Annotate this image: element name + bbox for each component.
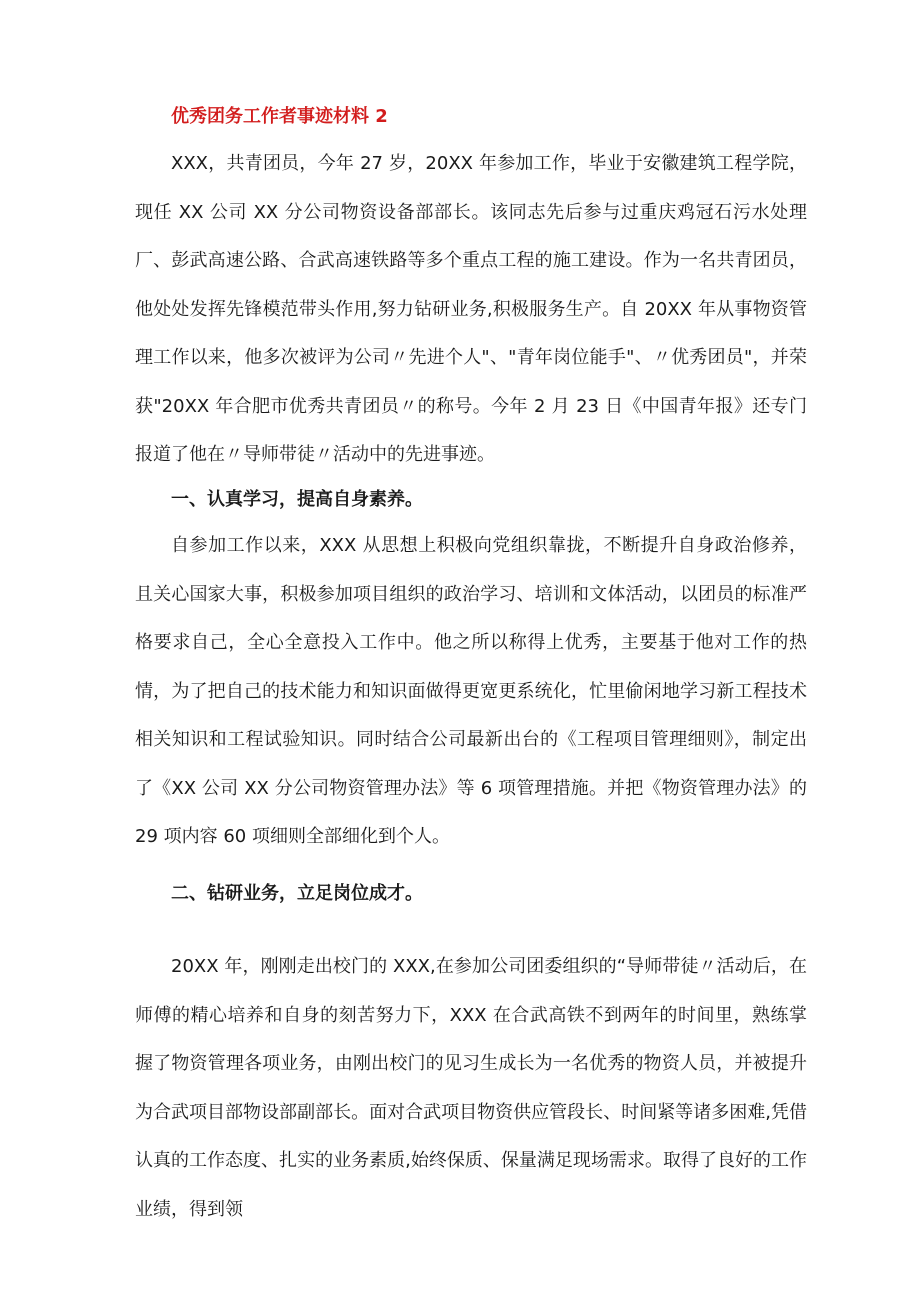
paragraph-study: 自参加工作以来，XXX 从思想上积极向党组织靠拢，不断提升自身政治修养，且关心国家大事，积极参加项目组织的政治学习、培训和文体活动，以团员的标准严格要求自己，全心全意投入工作中。他之所以称得上优秀，主要基于他对工作的热情，为了把自己的技术能力和知识面做得更宽更系统化，忙里偷闲地学习新工程技术相关知识和工程试验知识。同时结合公司最新出台的《工程项目管理细则》，制定出了《XX 公司 XX 分公司物资管理办法》等 6 项管理措施。并把《物资管理办法》的 29 项内容 60 项细则全部细化到个人。 bbox=[135, 535, 807, 847]
paragraph-intro: XXX，共青团员，今年 27 岁，20XX 年参加工作，毕业于安徽建筑工程学院，现任 XX 公司 XX 分公司物资设备部部长。该同志先后参与过重庆鸡冠石污水处理厂、彭武高速公路、合武高速铁路等多个重点工程的施工建设。作为一名共青团员，他处处发挥先锋模范带头作用,努力钻研业务,积极服务生产。自 20XX 年从事物资管理工作以来，他多次被评为公司〃先进个人"、"青年岗位能手"、〃优秀团员"，并荣获"20XX 年合肥市优秀共青团员〃的称号。今年 2 月 23 日《中国青年报》还专门报道了他在〃导师带徒〃活动中的先进事迹。 bbox=[135, 153, 807, 465]
section-heading-business: 二、钻研业务，立足岗位成才。 bbox=[171, 883, 423, 904]
document-title: 优秀团务工作者事迹材料 2 bbox=[171, 106, 388, 127]
section-heading-study: 一、认真学习，提高自身素养。 bbox=[171, 489, 423, 510]
paragraph-business: 20XX 年，刚刚走出校门的 XXX,在参加公司团委组织的“导师带徒〃活动后，在师傅的精心培养和自身的刻苦努力下，XXX 在合武高铁不到两年的时间里，熟练掌握了物资管理各项业务，由刚出校门的见习生成长为一名优秀的物资人员，并被提升为合武项目部物设部副部长。面对合武项目物资供应管段长、时间紧等诸多困难,凭借认真的工作态度、扎实的业务素质,始终保质、保量满足现场需求。取得了良好的工作业绩，得到领 bbox=[135, 956, 807, 1220]
